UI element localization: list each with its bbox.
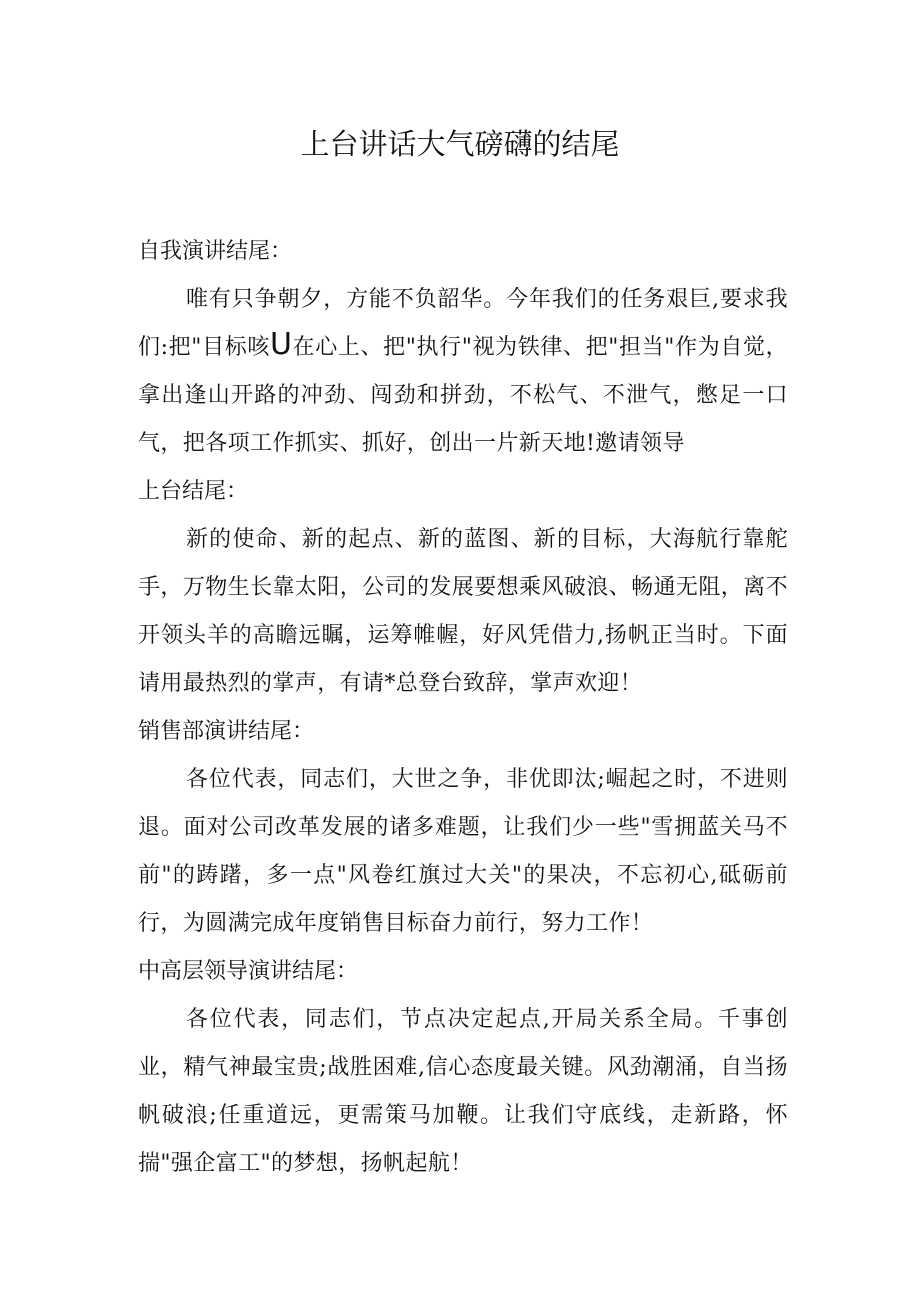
section-heading-stage-closing: 上台结尾：: [138, 479, 249, 504]
document-title: 上台讲话大气磅礴的结尾: [300, 127, 620, 161]
section-heading-self-speech: 自我演讲结尾：: [138, 239, 293, 264]
section-heading-sales-speech: 销售部演讲结尾：: [138, 719, 315, 744]
section-paragraph-sales-speech: 各位代表，同志们，大世之争，非优即汰;崛起之时，不进则退。面对公司改革发展的诸多难题，让我们少一些"雪拥蓝关马不前"的踌躇，多一点"风卷红旗过大关"的果决，不忘初心,砥砺前行，为圆满完成年度销售目标奋力前行，努力工作！: [138, 767, 788, 936]
document-body: [138, 228, 788, 1188]
section-paragraph-self-speech: [138, 276, 788, 468]
section-paragraph-stage-closing: 新的使命、新的起点、新的蓝图、新的目标，大海航行靠舵手，万物生长靠太阳，公司的发展要想乘风破浪、畅通无阻，离不开领头羊的高瞻远瞩，运筹帷幄，好风凭借力,扬帆正当时。下面请用最热烈的掌声，有请*总登台致辞，掌声欢迎！: [138, 527, 788, 696]
paragraph-text-part: 在心上、把"执行"视为铁律、把"担当"作为自觉，拿出逢山开路的冲劲、闯劲和拼劲，不松气、不泄气，憋足一口气，把各项工作抓实、抓好，创出一片新天地!邀请领导: [138, 335, 788, 456]
section-heading-leader-speech: 中高层领导演讲结尾：: [138, 959, 359, 984]
section-paragraph-leader-speech: 各位代表，同志们，节点决定起点,开局关系全局。千事创业，精气神最宝贵;战胜困难,信心态度最关键。风劲潮涌，自当扬帆破浪;任重道远，更需策马加鞭。让我们守底线，走新路，怀揣"强企富工"的梦想，扬帆起航！: [138, 1007, 788, 1176]
paragraph-text-part: 唯有只争朝夕，方能不负韶华。今年我们的任务艰巨,要求我们:把"目标咳: [138, 287, 788, 360]
oversized-glyph: U: [269, 327, 293, 362]
